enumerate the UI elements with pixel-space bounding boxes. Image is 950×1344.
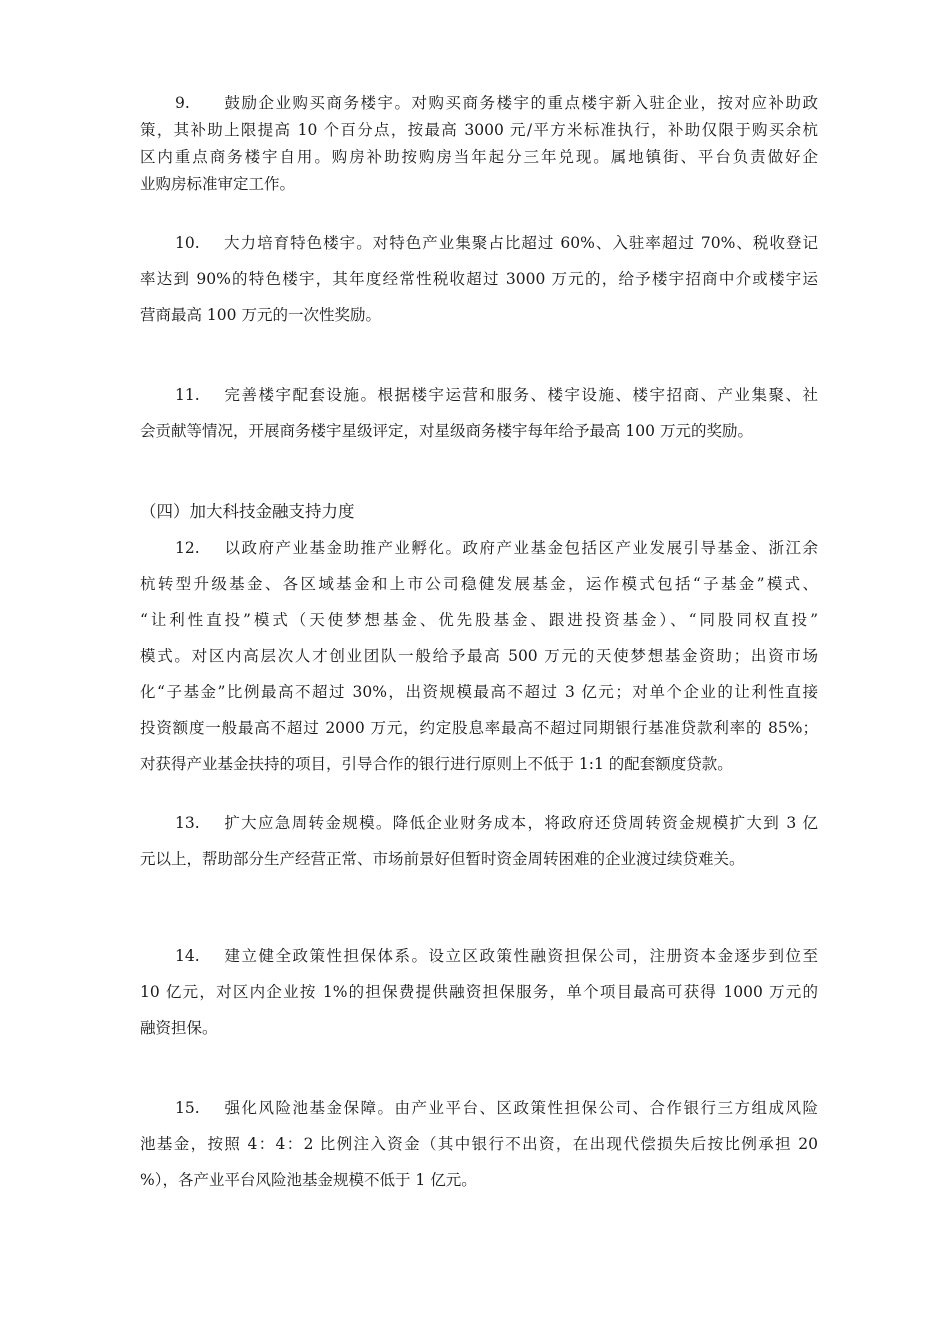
paragraph-line: 15. 强化风险池基金保障。由产业平台、区政策性担保公司、合作银行三方组成风险 bbox=[140, 1090, 818, 1126]
paragraph-line: 11. 完善楼宇配套设施。根据楼宇运营和服务、楼宇设施、楼宇招商、产业集聚、社 bbox=[140, 377, 818, 413]
paragraph-10 bbox=[140, 225, 818, 333]
paragraph-line: 9. 鼓励企业购买商务楼宇。对购买商务楼宇的重点楼宇新入驻企业，按对应补助政 bbox=[140, 90, 818, 117]
paragraph-line: 业购房标准审定工作。 bbox=[140, 175, 296, 193]
paragraph-9 bbox=[140, 90, 818, 198]
paragraph-line: 12. 以政府产业基金助推产业孵化。政府产业基金包括区产业发展引导基金、浙江余 bbox=[140, 530, 818, 566]
paragraph-number: 13. bbox=[175, 814, 200, 832]
paragraph-line: 区内重点商务楼宇自用。购房补助按购房当年起分三年兑现。属地镇街、平台负责做好企 bbox=[140, 148, 818, 166]
paragraph-line: 策，其补助上限提高 10 个百分点，按最高 3000 元/平方米标准执行，补助仅限于购买余杭 bbox=[140, 121, 818, 139]
paragraph-number: 10. bbox=[175, 234, 200, 252]
paragraph-number: 15. bbox=[175, 1099, 200, 1117]
paragraph-line: 融资担保。 bbox=[140, 1019, 218, 1037]
paragraph-line: 10. 大力培育特色楼宇。对特色产业集聚占比超过 60%、入驻率超过 70%、税收登记 bbox=[140, 225, 818, 261]
paragraph-number: 11. bbox=[175, 386, 200, 404]
paragraph-15 bbox=[140, 1090, 818, 1198]
paragraph-line: 元以上，帮助部分生产经营正常、市场前景好但暂时资金周转困难的企业渡过续贷难关。 bbox=[140, 850, 745, 868]
paragraph-line: %），各产业平台风险池基金规模不低于 1 亿元。 bbox=[140, 1171, 477, 1189]
paragraph-line: 营商最高 100 万元的一次性奖励。 bbox=[140, 306, 381, 324]
paragraph-number: 9. bbox=[175, 94, 190, 112]
paragraph-line: 13. 扩大应急周转金规模。降低企业财务成本，将政府还贷周转资金规模扩大到 3 亿 bbox=[140, 805, 818, 841]
paragraph-line: 10 亿元，对区内企业按 1%的担保费提供融资担保服务，单个项目最高可获得 1000 万元的 bbox=[140, 983, 818, 1001]
paragraph-line: 杭转型升级基金、各区域基金和上市公司稳健发展基金，运作模式包括“子基金”模式、 bbox=[140, 575, 818, 593]
paragraph-line: 对获得产业基金扶持的项目，引导合作的银行进行原则上不低于 1:1 的配套额度贷款。 bbox=[140, 755, 733, 773]
paragraph-14 bbox=[140, 938, 818, 1046]
paragraph-13 bbox=[140, 805, 818, 877]
paragraph-line: 模式。对区内高层次人才创业团队一般给予最高 500 万元的天使梦想基金资助；出资市场 bbox=[140, 647, 818, 665]
paragraph-line: 14. 建立健全政策性担保体系。设立区政策性融资担保公司，注册资本金逐步到位至 bbox=[140, 938, 818, 974]
paragraph-line: 化“子基金”比例最高不超过 30%，出资规模最高不超过 3 亿元；对单个企业的让利性直接 bbox=[140, 683, 818, 701]
paragraph-number: 14. bbox=[175, 947, 200, 965]
paragraph-line: “让利性直投”模式（天使梦想基金、优先股基金、跟进投资基金）、“同股同权直投” bbox=[140, 611, 818, 629]
paragraph-line: 投资额度一般最高不超过 2000 万元，约定股息率最高不超过同期银行基准贷款利率的 85%； bbox=[140, 719, 818, 737]
paragraph-line: 率达到 90%的特色楼宇，其年度经常性税收超过 3000 万元的，给予楼宇招商中介或楼宇运 bbox=[140, 270, 818, 288]
paragraph-line: 池基金，按照 4：4：2 比例注入资金（其中银行不出资，在出现代偿损失后按比例承担 20 bbox=[140, 1135, 818, 1153]
paragraph-12 bbox=[140, 530, 818, 782]
section-heading: （四）加大科技金融支持力度 bbox=[140, 502, 355, 521]
paragraph-line: 会贡献等情况，开展商务楼宇星级评定，对星级商务楼宇每年给予最高 100 万元的奖励。 bbox=[140, 422, 753, 440]
paragraph-number: 12. bbox=[175, 539, 200, 557]
paragraph-11 bbox=[140, 377, 818, 449]
